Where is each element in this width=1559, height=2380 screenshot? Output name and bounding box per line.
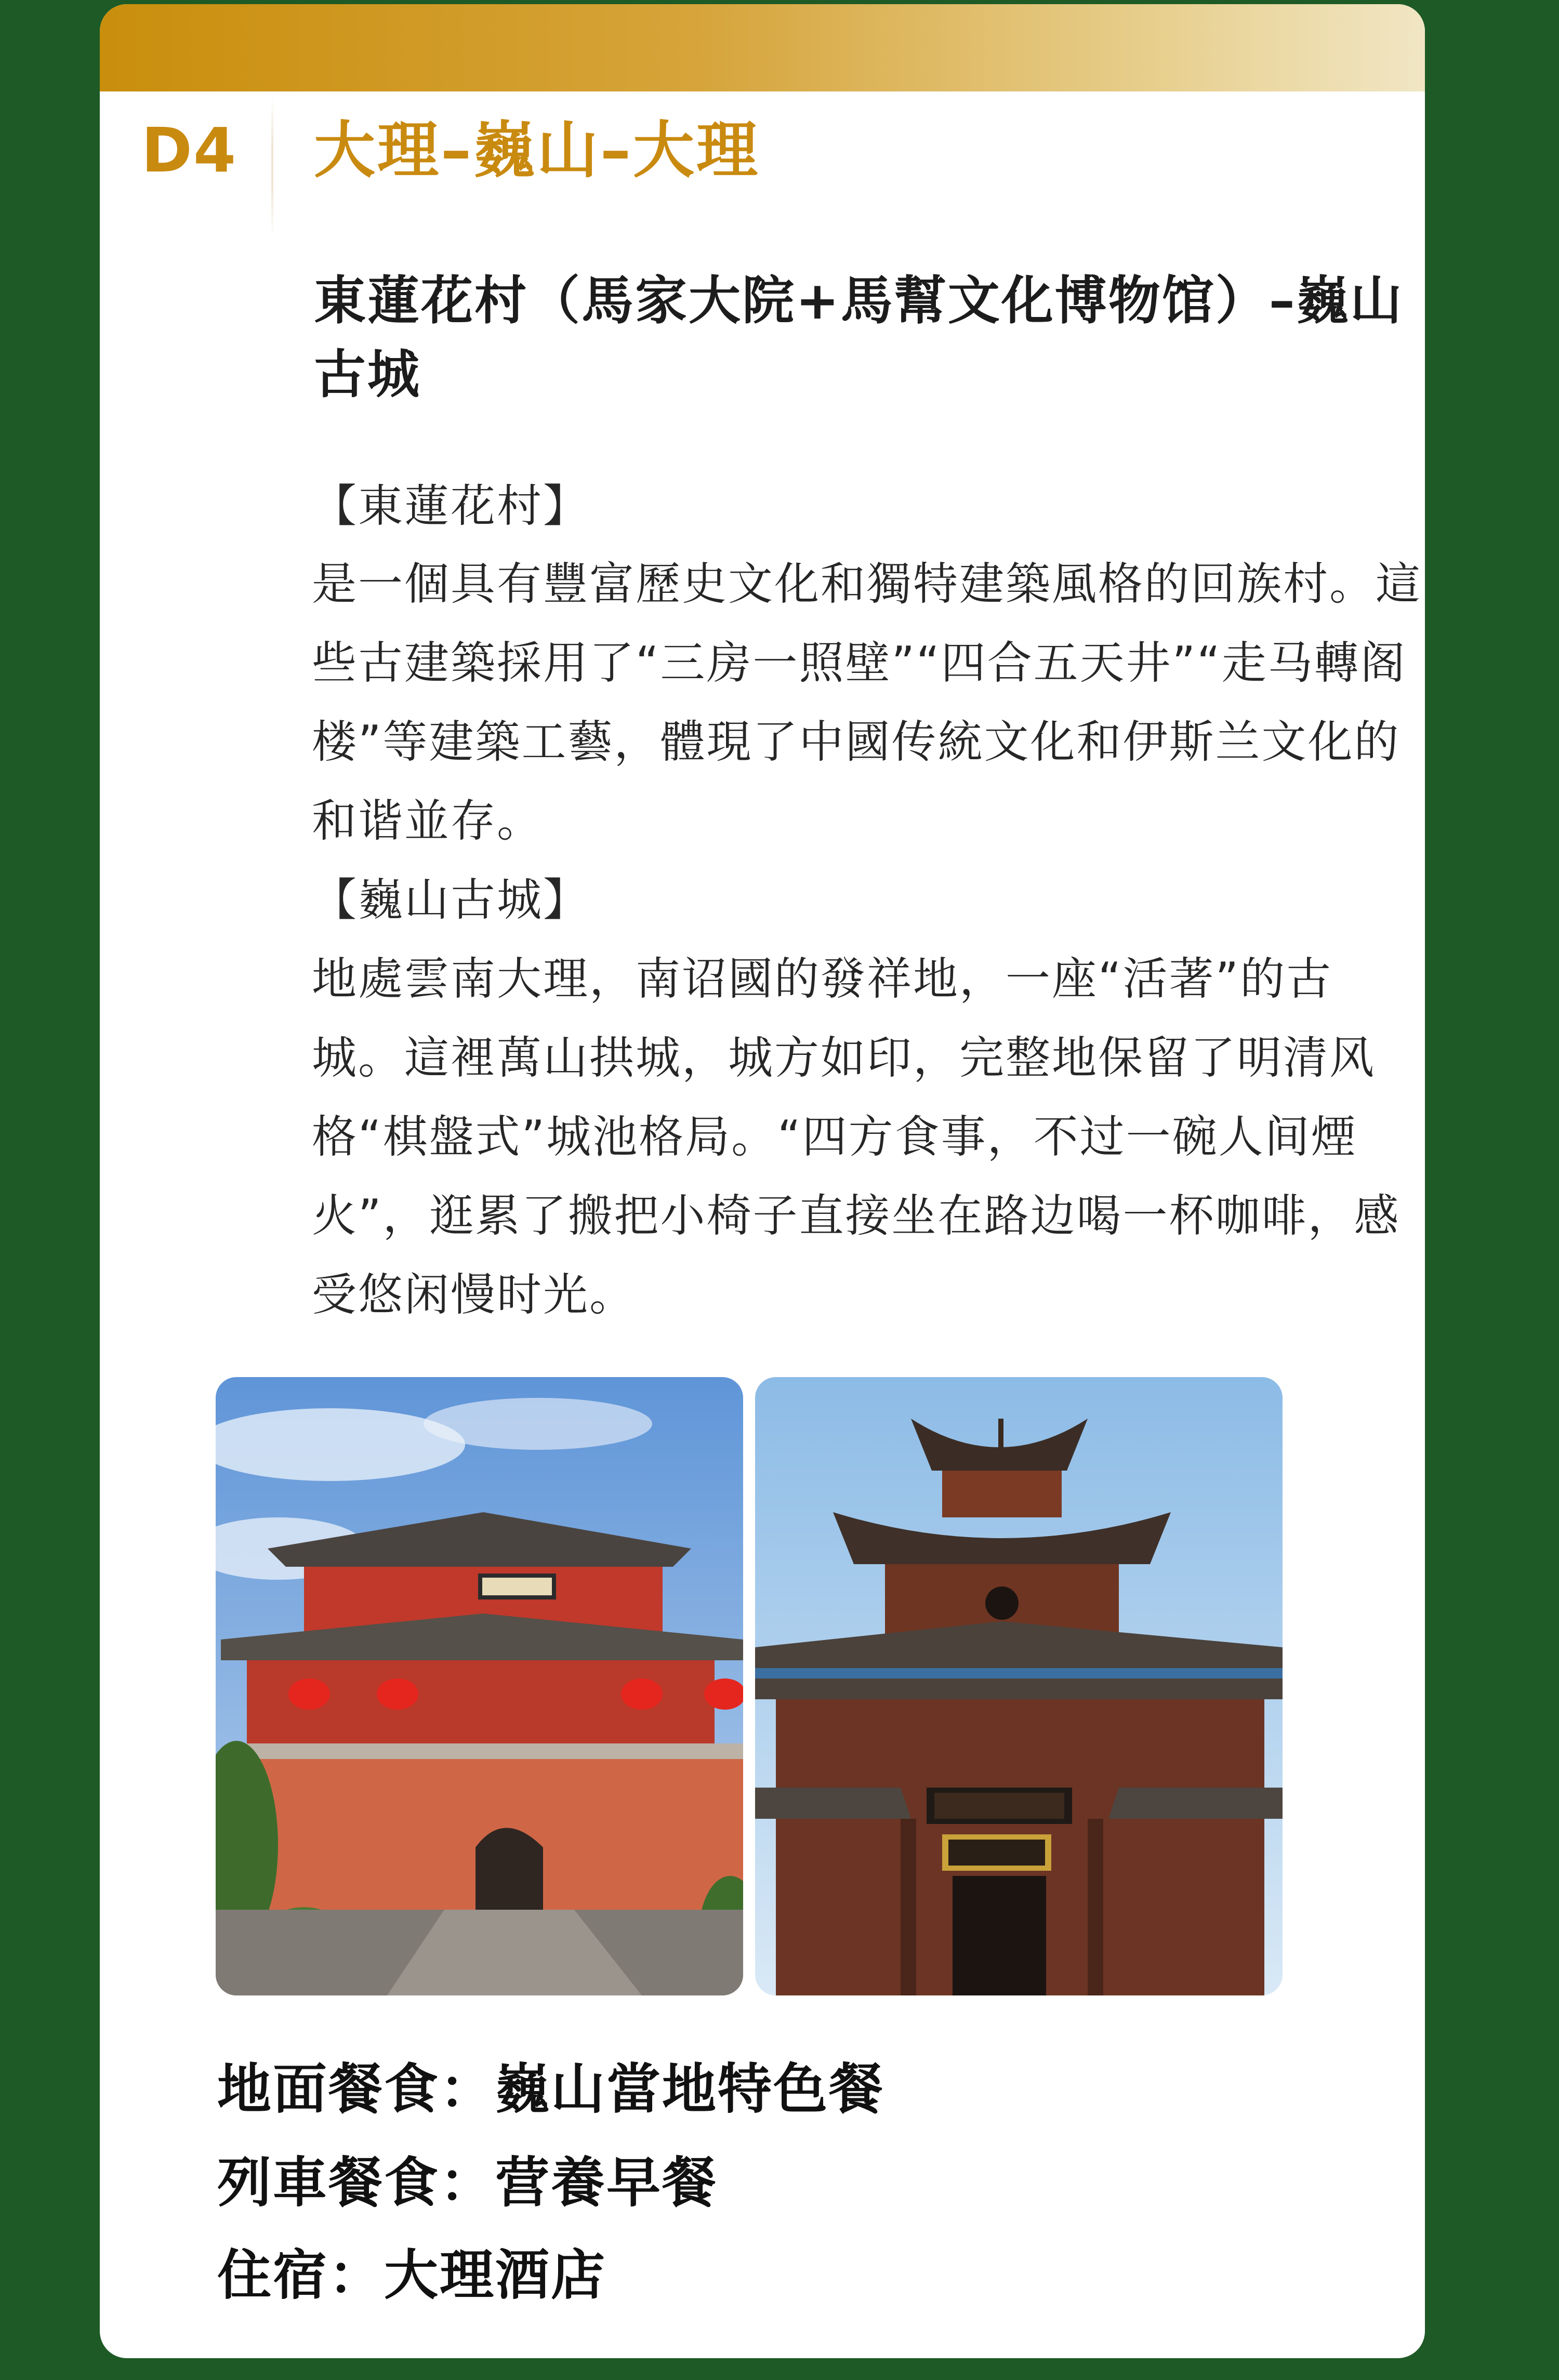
- day-number-label: D4: [141, 114, 237, 186]
- lodging-info: 住宿：大理酒店: [217, 2243, 607, 2307]
- section-body-donglianhua: 是一個具有豐富歷史文化和獨特建築風格的回族村。這些古建築採用了“三房一照壁”“四合五天井”“走马轉阁楼”等建築工藝，體現了中國传統文化和伊斯兰文化的和谐並存。: [312, 558, 1422, 847]
- ground-meal-info: 地面餐食：巍山當地特色餐: [217, 2057, 885, 2121]
- section-heading-weishan: 【巍山古城】: [312, 874, 589, 926]
- header-gold-band: [100, 4, 1425, 91]
- train-meal-info: 列車餐食：营養早餐: [217, 2151, 718, 2214]
- photo-mosque-pagoda: [755, 1377, 1283, 1995]
- attractions-subtitle: 東蓮花村（馬家大院+馬幫文化博物馆）–巍山古城: [314, 270, 1404, 405]
- section-body-weishan: 地處雲南大理，南诏國的發祥地，一座“活著”的古城。這裡萬山拱城，城方如印，完整地保留了明清风格“棋盤式”城池格局。“四方食事，不过一碗人间煙火”，逛累了搬把小椅子直接坐在路边喝一杯咖啡，感受悠闲慢时光。: [312, 953, 1401, 1321]
- section-heading-donglianhua: 【東蓮花村】: [312, 480, 589, 532]
- day-divider: [271, 97, 273, 237]
- gate-tower-illustration: [216, 1377, 743, 1995]
- itinerary-card: [100, 4, 1425, 2358]
- pagoda-illustration: [755, 1377, 1283, 1995]
- photo-gongchen-tower: [216, 1377, 743, 1995]
- route-title: 大理–巍山–大理: [314, 114, 760, 186]
